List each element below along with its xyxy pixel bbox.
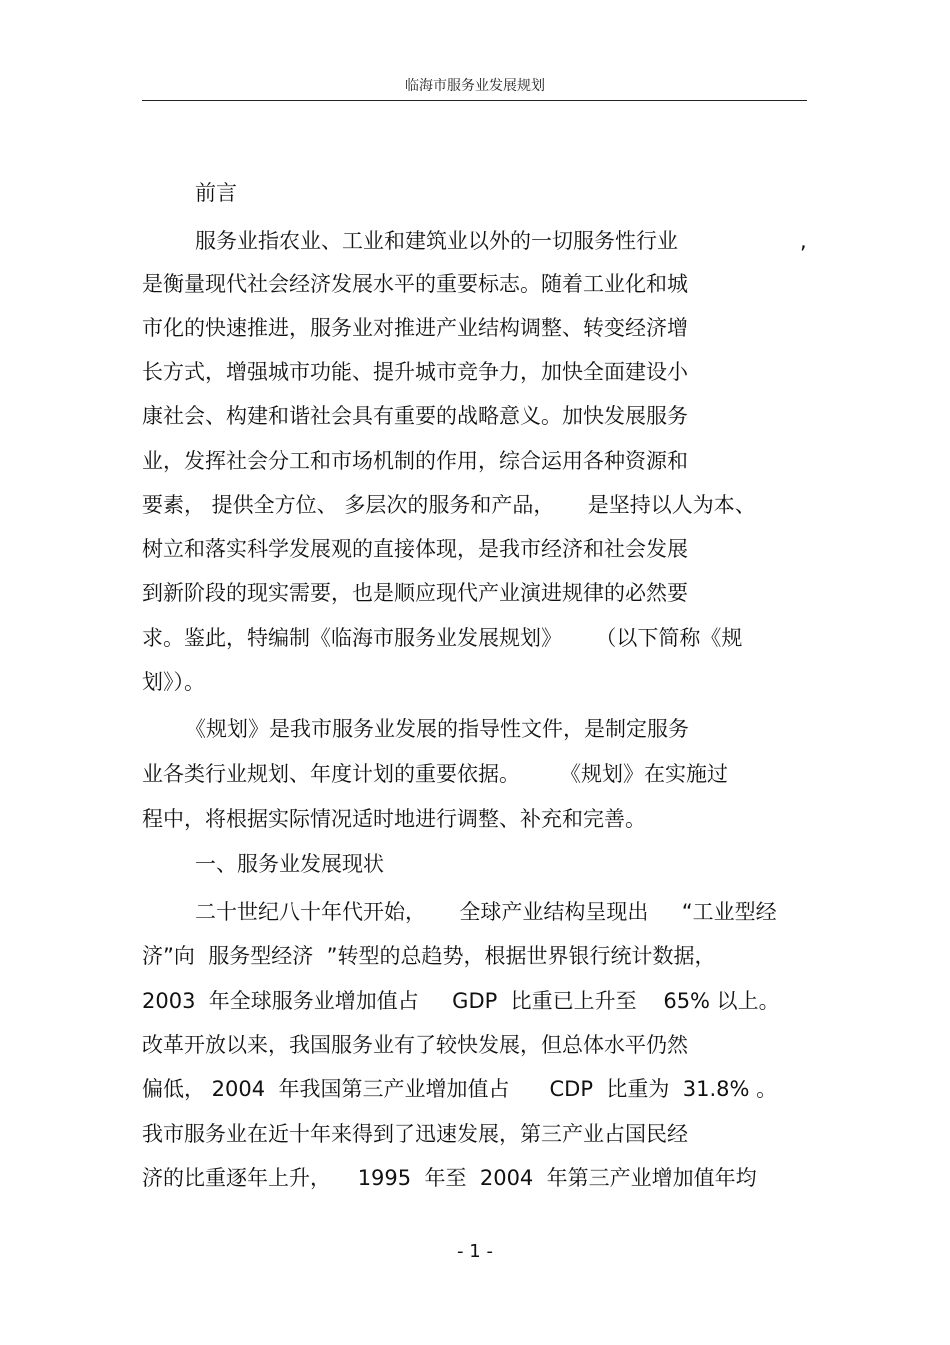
- body-line: ,: [800, 229, 807, 253]
- body-line: 偏低， 2004 年我国第三产业增加值占 CDP 比重为 31.8% 。: [142, 1077, 778, 1101]
- body-line: 服务业指农业、工业和建筑业以外的一切服务性行业: [195, 229, 678, 253]
- body-line: 《规划》是我市服务业发展的指导性文件，是制定服务: [185, 717, 689, 741]
- body-line: 求。鉴此，特编制《临海市服务业发展规划》 （以下简称《规: [142, 626, 743, 650]
- body-line: 2003 年全球服务业增加值占 GDP 比重已上升至 65% 以上。: [142, 989, 780, 1013]
- page-number: - 1 -: [457, 1241, 493, 1262]
- header-divider: [142, 100, 807, 101]
- section-title-preface: 前言: [195, 181, 237, 205]
- body-line: 划》）。: [142, 670, 205, 694]
- body-line: 济”向 服务型经济 ”转型的总趋势，根据世界银行统计数据，: [142, 944, 716, 968]
- body-line: 改革开放以来，我国服务业有了较快发展，但总体水平仍然: [142, 1033, 688, 1057]
- body-line: 市化的快速推进，服务业对推进产业结构调整、转变经济增: [142, 316, 688, 340]
- body-line: 长方式，增强城市功能、提升城市竞争力，加快全面建设小: [142, 360, 688, 384]
- running-header-title: 临海市服务业发展规划: [405, 78, 545, 94]
- body-line: 树立和落实科学发展观的直接体现，是我市经济和社会发展: [142, 537, 688, 561]
- body-line: 康社会、构建和谐社会具有重要的战略意义。加快发展服务: [142, 404, 688, 428]
- body-line: 业各类行业规划、年度计划的重要依据。 《规划》在实施过: [142, 762, 729, 786]
- body-line: 济的比重逐年上升， 1995 年至 2004 年第三产业增加值年均: [142, 1166, 757, 1190]
- body-line: 业，发挥社会分工和市场机制的作用，综合运用各种资源和: [142, 449, 688, 473]
- body-line: 二十世纪八十年代开始， 全球产业结构呈现出 “工业型经: [195, 900, 777, 924]
- body-line: 到新阶段的现实需要，也是顺应现代产业演进规律的必然要: [142, 581, 688, 605]
- body-line: 程中，将根据实际情况适时地进行调整、补充和完善。: [142, 807, 646, 831]
- body-line: 我市服务业在近十年来得到了迅速发展，第三产业占国民经: [142, 1122, 688, 1146]
- section-heading: 一、服务业发展现状: [195, 852, 384, 876]
- body-line: 要素， 提供全方位、 多层次的服务和产品， 是坚持以人为本、: [142, 493, 756, 517]
- body-line: 是衡量现代社会经济发展水平的重要标志。随着工业化和城: [142, 272, 688, 296]
